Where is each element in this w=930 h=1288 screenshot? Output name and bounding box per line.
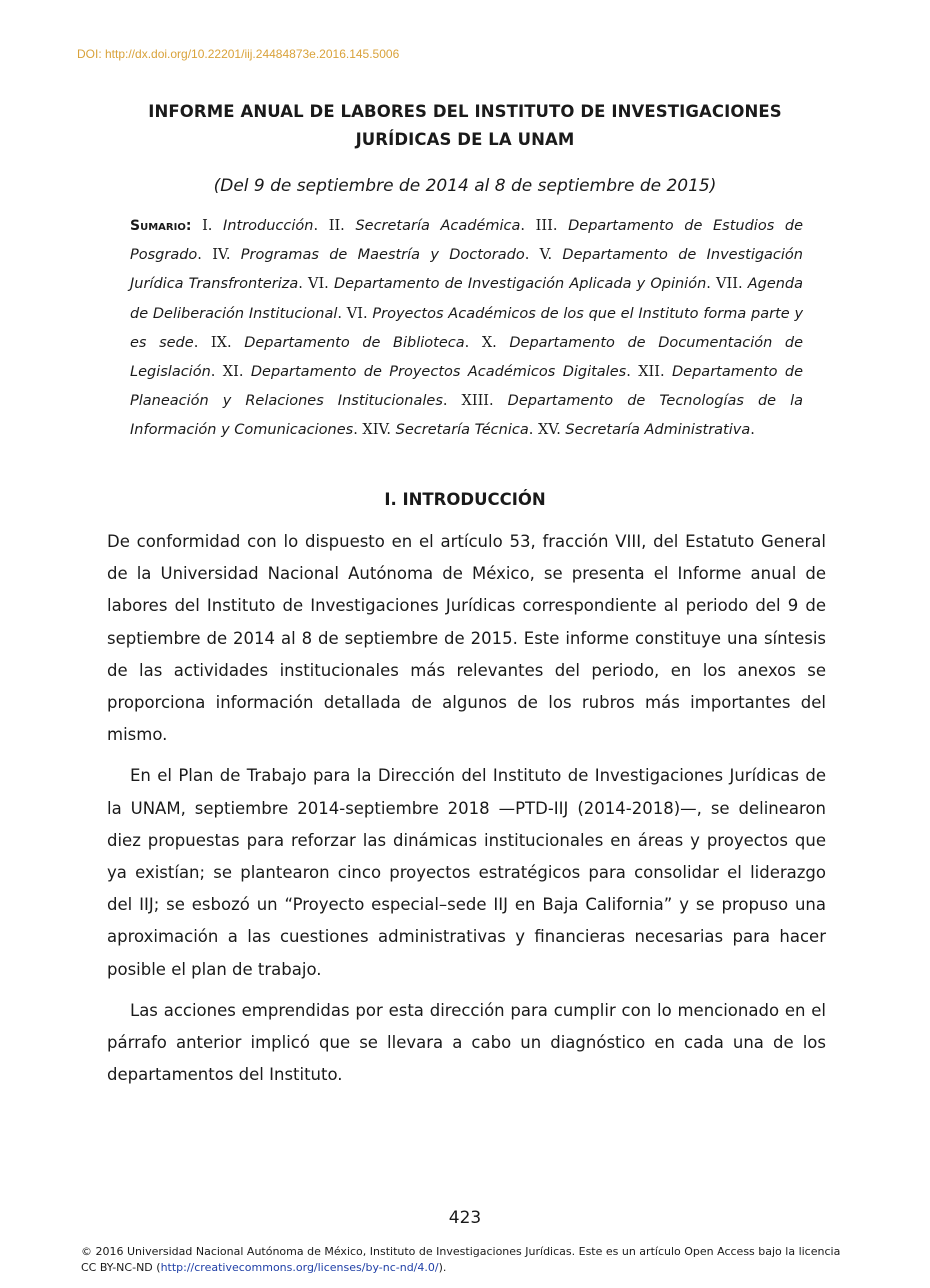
summary-item-num: VI. bbox=[307, 276, 329, 293]
document-subtitle: (Del 9 de septiembre de 2014 al 8 de septiembre de 2015) bbox=[213, 176, 717, 196]
summary-item-text: Departamento de Biblioteca bbox=[244, 334, 465, 351]
summary-item-text: Departamento de Tecnologías de la Información y Comunicaciones bbox=[130, 393, 804, 439]
summary-item-num: XV. bbox=[537, 422, 561, 439]
summary-item-text: Agenda de Deliberación Institucional bbox=[130, 276, 804, 322]
summary-item-num: I. bbox=[202, 218, 213, 234]
summary-item-text: Secretaría Académica bbox=[355, 218, 521, 234]
summary-item-num: XI. bbox=[222, 364, 244, 381]
summary-item-num: IX. bbox=[210, 334, 232, 351]
body-paragraph: En el Plan de Trabajo para la Dirección del Instituto de Investigaciones Jurídicas de la UNAM, septiembre 2014-septiembre 2018 —PTD-IIJ (2014-2018)—, se delinearon diez propuestas para reforzar las dinámicas institucionales en áreas y proyectos que ya existían; se plantearon cinco proyectos estratégicos para consolidar el liderazgo del IIJ; se esbozó un “Proyecto especial–sede IIJ en Baja California” y se propuso una aproximación a las cuestiones administrativas y financieras necesarias para hacer posible el plan de trabajo. bbox=[107, 766, 826, 979]
document-title bbox=[100, 98, 830, 154]
summary-item-num: XII. bbox=[638, 364, 665, 381]
summary-item-num: VI. bbox=[346, 305, 368, 322]
summary-block: Sumario: I. Introducción. II. Secretaría Académica. III. Departamento de Estudios de Posgrado. IV. Programas de Maestría y Doctorado. V. Departamento de Investigación Jurídica Transfronteriza. VI. Departamento de Investigación Aplicada y Opinión. VII. Agenda de Deliberación Institucional. VI. Proyectos Académicos de los que el Instituto forma parte y es sede. IX. Departamento de Biblioteca. X. Departamento de Documentación de Legislación. XI. Departamento de Proyectos Académicos Digitales. XII. Departamento de Planeación y Relaciones Institucionales. XIII. Departamento de Tecnologías de la Información y Comunicaciones. XIV. Secretaría Técnica. XV. Secretaría Administrativa. bbox=[130, 218, 804, 439]
license-line-1: © 2016 Universidad Nacional Autónoma de México, Instituto de Investigaciones Jurídicas. Este es un artículo Open Access bajo la licencia bbox=[81, 1245, 841, 1258]
summary-item-text: Departamento de Investigación Aplicada y Opinión bbox=[333, 276, 707, 293]
summary-item-text: Departamento de Planeación y Relaciones Institucionales bbox=[130, 364, 804, 410]
license-notice bbox=[81, 1244, 861, 1276]
license-suffix: ). bbox=[438, 1261, 447, 1274]
body-paragraph: De conformidad con lo dispuesto en el artículo 53, fracción VIII, del Estatuto General de la Universidad Nacional Autónoma de México, se presenta el Informe anual de labores del Instituto de Investigaciones Jurídicas correspondiente al periodo del 9 de septiembre de 2014 al 8 de septiembre de 2015. Este informe constituye una síntesis de las actividades institucionales más relevantes del periodo, en los anexos se proporciona información detallada de algunos de los rubros más importantes del mismo. bbox=[107, 532, 826, 745]
summary-item-text: Departamento de Documentación de Legislación bbox=[130, 334, 804, 381]
summary-item-num: XIV. bbox=[362, 422, 392, 439]
section-heading: I. INTRODUCCIÓN bbox=[384, 490, 546, 509]
summary-item-text: Secretaría Técnica bbox=[395, 422, 529, 439]
summary-item-num: VII. bbox=[716, 276, 743, 293]
summary-item-text: Departamento de Investigación Jurídica Transfronteriza bbox=[130, 247, 803, 293]
license-line-2 bbox=[81, 1260, 861, 1276]
body-paragraph: Las acciones emprendidas por esta dirección para cumplir con lo mencionado en el párrafo anterior implicó que se llevara a cabo un diagnóstico en cada una de los departamentos del Instituto. bbox=[107, 1000, 826, 1085]
summary-item-num: X. bbox=[481, 334, 497, 351]
license-prefix: CC BY-NC-ND ( bbox=[81, 1261, 161, 1274]
summary-item-text: Departamento de Estudios de Posgrado bbox=[130, 218, 804, 264]
summary-item-num: III. bbox=[535, 218, 558, 234]
section-body bbox=[107, 526, 826, 1100]
summary-item-num: XIII. bbox=[461, 393, 494, 410]
summary-label: Sumario: bbox=[130, 218, 192, 234]
summary-item-text: Secretaría Administrativa bbox=[565, 422, 751, 439]
summary-item-num: II. bbox=[328, 218, 345, 234]
summary-item-text: Proyectos Académicos de los que el Instituto forma parte y es sede bbox=[130, 305, 804, 351]
license-link[interactable]: http://creativecommons.org/licenses/by-nc-nd/4.0/ bbox=[160, 1261, 439, 1274]
doi-link[interactable]: DOI: http://dx.doi.org/10.22201/iij.24484873e.2016.145.5006 bbox=[77, 47, 400, 61]
summary-item-num: IV. bbox=[212, 247, 231, 264]
summary-item-text: Introducción bbox=[223, 218, 314, 234]
document-title-line-1: INFORME ANUAL DE LABORES DEL INSTITUTO DE INVESTIGACIONES bbox=[148, 102, 782, 121]
page-number: 423 bbox=[448, 1208, 482, 1228]
summary-item-text: Departamento de Proyectos Académicos Digitales bbox=[250, 364, 627, 381]
document-title-line-2: JURÍDICAS DE LA UNAM bbox=[355, 130, 575, 149]
summary-item-text: Programas de Maestría y Doctorado bbox=[240, 247, 525, 264]
summary-item-num: V. bbox=[539, 247, 553, 264]
